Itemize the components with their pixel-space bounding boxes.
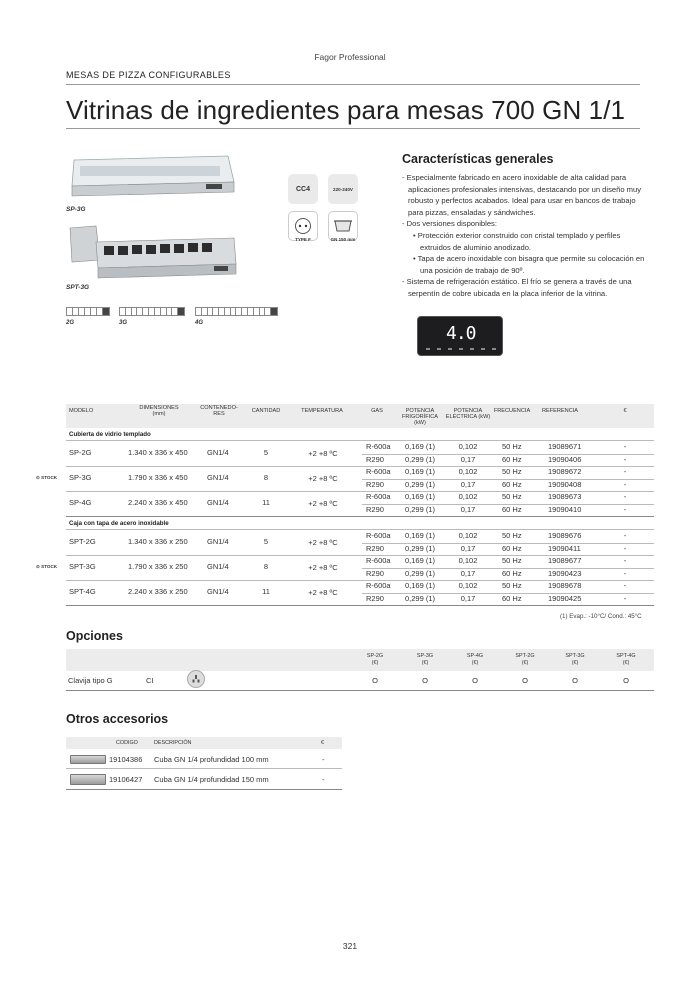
quantity-cell: 8	[263, 473, 269, 482]
reference-cell: 19089672	[548, 467, 582, 476]
quantity-cell: 8	[263, 562, 269, 571]
electric-power-cell: 0,102	[458, 531, 478, 540]
dimensions-cell: 1.340 x 336 x 450	[128, 448, 188, 457]
quantity-cell: 11	[262, 498, 270, 507]
feature-item: - Sistema de refrigeración estático. El frío se genera a través de una serpentín de cobre ubicada en la placa inferior de la vitrina.	[402, 277, 632, 298]
electric-power-cell: 0,17	[460, 454, 476, 464]
cooling-power-cell: 0,169 (1)	[405, 467, 436, 476]
col-cantidad: CANTIDAD	[251, 408, 281, 414]
price-cell: -	[623, 454, 627, 464]
cooling-power-cell: 0,169 (1)	[405, 442, 436, 451]
option-col-header: SPT-2G (€)	[515, 653, 535, 666]
col-potencia-electrica: POTENCIA ELÉCTRICA (kW)	[445, 408, 491, 421]
option-label: Clavija tipo G	[68, 676, 113, 685]
divider	[66, 789, 342, 790]
col-referencia: REFERENCIA	[541, 408, 579, 414]
gas-cell: R-600a	[366, 531, 391, 540]
gas-cell: R-600a	[366, 556, 391, 565]
accessories-title: Otros accesorios	[66, 712, 169, 726]
model-cell: SP-2G	[69, 448, 92, 457]
gas-cell: R-600a	[366, 442, 391, 451]
acc-precio: -	[322, 775, 325, 784]
option-value: O	[372, 676, 378, 685]
size-bar-3g	[119, 307, 185, 316]
dimensions-cell: 1.790 x 336 x 450	[128, 473, 188, 482]
col-contenedores: CONTENEDO-RES	[200, 405, 238, 418]
option-code: CI	[146, 676, 154, 685]
cooling-power-cell: 0,299 (1)	[405, 479, 436, 489]
frequency-cell: 50 Hz	[502, 531, 522, 540]
gas-cell: R290	[366, 593, 384, 603]
brand-name: Fagor Professional	[314, 52, 386, 62]
option-value: O	[623, 676, 629, 685]
size-label-3g: 3G	[119, 320, 128, 326]
reference-cell: 19090408	[548, 479, 582, 489]
size-label-4g: 4G	[195, 320, 204, 326]
voltage-icon	[328, 174, 358, 204]
col-modelo: MODELO	[69, 408, 94, 414]
gas-cell: R-600a	[366, 467, 391, 476]
divider	[66, 440, 654, 441]
option-value: O	[472, 676, 478, 685]
price-cell: -	[623, 467, 627, 476]
acc-precio: -	[322, 755, 325, 764]
price-cell: -	[623, 593, 627, 603]
section-label: MESAS DE PIZZA CONFIGURABLES	[66, 70, 231, 80]
plug-type-label: TYPE F	[295, 237, 311, 242]
cooling-power-cell: 0,169 (1)	[405, 556, 436, 565]
frequency-cell: 60 Hz	[502, 593, 522, 603]
price-cell: -	[623, 581, 627, 590]
frequency-cell: 50 Hz	[502, 492, 522, 501]
divider	[362, 479, 654, 480]
frequency-cell: 50 Hz	[502, 556, 522, 565]
frequency-cell: 60 Hz	[502, 504, 522, 514]
temperature-cell: +2 +8 ºC	[308, 588, 338, 597]
features-list	[402, 172, 652, 300]
electric-power-cell: 0,102	[458, 556, 478, 565]
electric-power-cell: 0,17	[460, 543, 476, 553]
product-label-sp: SP-3G	[66, 206, 86, 213]
cooling-power-cell: 0,169 (1)	[405, 531, 436, 540]
container-cell: GN1/4	[207, 537, 229, 546]
feature-subitem: • Protección exterior construido con cristal templado y perfiles extruidos de aluminio anodizado.	[413, 230, 621, 252]
feature-subitem: • Tapa de acero inoxidable con bisagra que permite su colocación en una posición de trabajo de 90º.	[413, 254, 645, 275]
size-label-2g: 2G	[66, 320, 75, 326]
option-col-header: SPT-4G (€)	[616, 653, 636, 666]
gn-tray-image	[70, 755, 106, 764]
price-cell: -	[623, 479, 627, 489]
col-potencia-frigorifica: POTENCIA FRIGORÍFICA (kW)	[401, 408, 439, 427]
display-value: 4.0	[446, 323, 476, 344]
acc-col-codigo: CODIGO	[116, 740, 138, 746]
gas-cell: R-600a	[366, 581, 391, 590]
price-cell: -	[623, 543, 627, 553]
page-number: 321	[342, 941, 358, 951]
frequency-cell: 60 Hz	[502, 568, 522, 578]
divider	[66, 516, 654, 517]
acc-col-descripcion: DESCRIPCIÓN	[154, 740, 192, 746]
container-cell: GN1/4	[207, 562, 229, 571]
divider	[362, 593, 654, 594]
stock-badge: ⊙ STOCK	[36, 564, 58, 569]
divider	[66, 605, 654, 606]
divider	[362, 504, 654, 505]
price-cell: -	[623, 531, 627, 540]
container-cell: GN1/4	[207, 473, 229, 482]
price-cell: -	[623, 568, 627, 578]
product-image-spt	[66, 224, 238, 280]
gas-cell: R290	[366, 454, 384, 464]
model-cell: SPT-2G	[69, 537, 96, 546]
model-cell: SP-4G	[69, 498, 92, 507]
quantity-cell: 11	[262, 587, 270, 596]
col-temperatura: TEMPERATURA	[301, 408, 343, 414]
gas-cell: R290	[366, 568, 384, 578]
container-cell: GN1/4	[207, 498, 229, 507]
model-cell: SPT-3G	[69, 562, 96, 571]
dimensions-cell: 1.790 x 336 x 250	[128, 562, 188, 571]
electric-power-cell: 0,17	[460, 504, 476, 514]
col-gas: GAS	[371, 408, 383, 414]
divider	[66, 768, 342, 769]
divider	[66, 128, 640, 129]
acc-col-precio: €	[321, 740, 324, 746]
acc-descripcion: Cuba GN 1/4 profundidad 150 mm	[154, 775, 269, 784]
cc4-icon	[288, 174, 318, 204]
option-value: O	[522, 676, 528, 685]
reference-cell: 19090423	[548, 568, 582, 578]
option-value: O	[572, 676, 578, 685]
temperature-cell: +2 +8 ºC	[308, 499, 338, 508]
acc-codigo: 19104386	[109, 755, 143, 764]
gn-tray-image	[70, 774, 106, 785]
reference-cell: 19090411	[548, 543, 581, 553]
model-cell: SPT-4G	[69, 587, 96, 596]
price-cell: -	[623, 556, 627, 565]
reference-cell: 19089677	[548, 556, 582, 565]
electric-power-cell: 0,17	[460, 568, 476, 578]
divider	[362, 568, 654, 569]
col-dimensiones: DIMENSIONES (mm)	[139, 405, 179, 418]
reference-cell: 19090410	[548, 504, 582, 514]
col-precio: €	[623, 408, 627, 414]
dimensions-cell: 2.240 x 336 x 250	[128, 587, 188, 596]
feature-item: - Especialmente fabricado en acero inoxidable de alta calidad para aplicaciones profesionales intensivas, destacando por un diseño muy robusto y perfectos acabados. Ideal para usar en bancos de trabajo para pizzas, ensaladas y sándwiches.	[402, 173, 642, 217]
stock-badge: ⊙ STOCK	[36, 475, 58, 480]
product-label-spt: SPT-3G	[66, 284, 90, 291]
reference-cell: 19089673	[548, 492, 582, 501]
electric-power-cell: 0,102	[458, 467, 478, 476]
gas-cell: R290	[366, 543, 384, 553]
cooling-power-cell: 0,299 (1)	[405, 454, 436, 464]
quantity-cell: 5	[263, 448, 269, 457]
gas-cell: R290	[366, 504, 384, 514]
divider	[362, 454, 654, 455]
option-col-header: SPT-3G (€)	[565, 653, 585, 666]
gas-cell: R290	[366, 479, 384, 489]
temperature-cell: +2 +8 ºC	[308, 449, 338, 458]
group-label-glass: Cubierta de vidrio templado	[69, 431, 151, 438]
frequency-cell: 50 Hz	[502, 467, 522, 476]
acc-descripcion: Cuba GN 1/4 profundidad 100 mm	[154, 755, 269, 764]
cooling-power-cell: 0,299 (1)	[405, 504, 436, 514]
electric-power-cell: 0,17	[460, 479, 476, 489]
cooling-power-cell: 0,299 (1)	[405, 593, 436, 603]
table-footnote: (1) Evap.: -10°C/ Cond.: 45°C	[560, 613, 642, 620]
cooling-power-cell: 0,169 (1)	[405, 492, 436, 501]
option-col-header: SP-2G (€)	[366, 653, 384, 666]
electric-power-cell: 0,102	[458, 581, 478, 590]
dimensions-cell: 1.340 x 336 x 250	[128, 537, 188, 546]
frequency-cell: 60 Hz	[502, 454, 522, 464]
acc-codigo: 19106427	[109, 775, 143, 784]
frequency-cell: 50 Hz	[502, 442, 522, 451]
price-cell: -	[623, 492, 627, 501]
accessories-header	[66, 737, 342, 749]
reference-cell: 19089678	[548, 581, 582, 590]
temperature-cell: +2 +8 ºC	[308, 563, 338, 572]
container-cell: GN1/4	[207, 448, 229, 457]
divider	[66, 529, 654, 530]
reference-cell: 19089676	[548, 531, 582, 540]
price-cell: -	[623, 504, 627, 514]
temperature-cell: +2 +8 ºC	[308, 474, 338, 483]
reference-cell: 19090406	[548, 454, 582, 464]
cooling-power-cell: 0,169 (1)	[405, 581, 436, 590]
divider	[362, 543, 654, 544]
cooling-power-cell: 0,299 (1)	[405, 568, 436, 578]
cooling-power-cell: 0,299 (1)	[405, 543, 436, 553]
price-cell: -	[623, 442, 627, 451]
product-image-sp	[66, 152, 236, 200]
cc4-label: CC4	[295, 185, 310, 193]
option-col-header: SP-4G (€)	[466, 653, 484, 666]
size-bar-2g	[66, 307, 110, 316]
electric-power-cell: 0,102	[458, 442, 478, 451]
frequency-cell: 60 Hz	[502, 543, 522, 553]
frequency-cell: 60 Hz	[502, 479, 522, 489]
reference-cell: 19089671	[548, 442, 582, 451]
plug-type-g-icon	[187, 670, 205, 688]
feature-item: - Dos versiones disponibles:	[402, 219, 497, 229]
temperature-cell: +2 +8 ºC	[308, 538, 338, 547]
electric-power-cell: 0,102	[458, 492, 478, 501]
quantity-cell: 5	[263, 537, 269, 546]
group-label-steel: Caja con tapa de acero inoxidable	[69, 520, 169, 527]
voltage-label: 220-240V	[333, 186, 353, 192]
thermostat-display	[417, 316, 503, 356]
model-cell: SP-3G	[69, 473, 92, 482]
dimensions-cell: 2.240 x 336 x 450	[128, 498, 188, 507]
gn-depth-label: GN 150 mm	[330, 237, 356, 242]
frequency-cell: 50 Hz	[502, 581, 522, 590]
features-title: Características generales	[402, 152, 554, 166]
page-title: Vitrinas de ingredientes para mesas 700 GN 1/1	[66, 95, 626, 125]
container-cell: GN1/4	[207, 587, 229, 596]
options-title: Opciones	[66, 629, 123, 643]
option-col-header: SP-3G (€)	[416, 653, 434, 666]
divider	[66, 690, 654, 691]
divider	[66, 84, 640, 85]
gas-cell: R-600a	[366, 492, 391, 501]
electric-power-cell: 0,17	[460, 593, 476, 603]
option-value: O	[422, 676, 428, 685]
size-bar-4g	[195, 307, 278, 316]
reference-cell: 19090425	[548, 593, 582, 603]
col-frecuencia: FRECUENCIA	[493, 408, 531, 414]
